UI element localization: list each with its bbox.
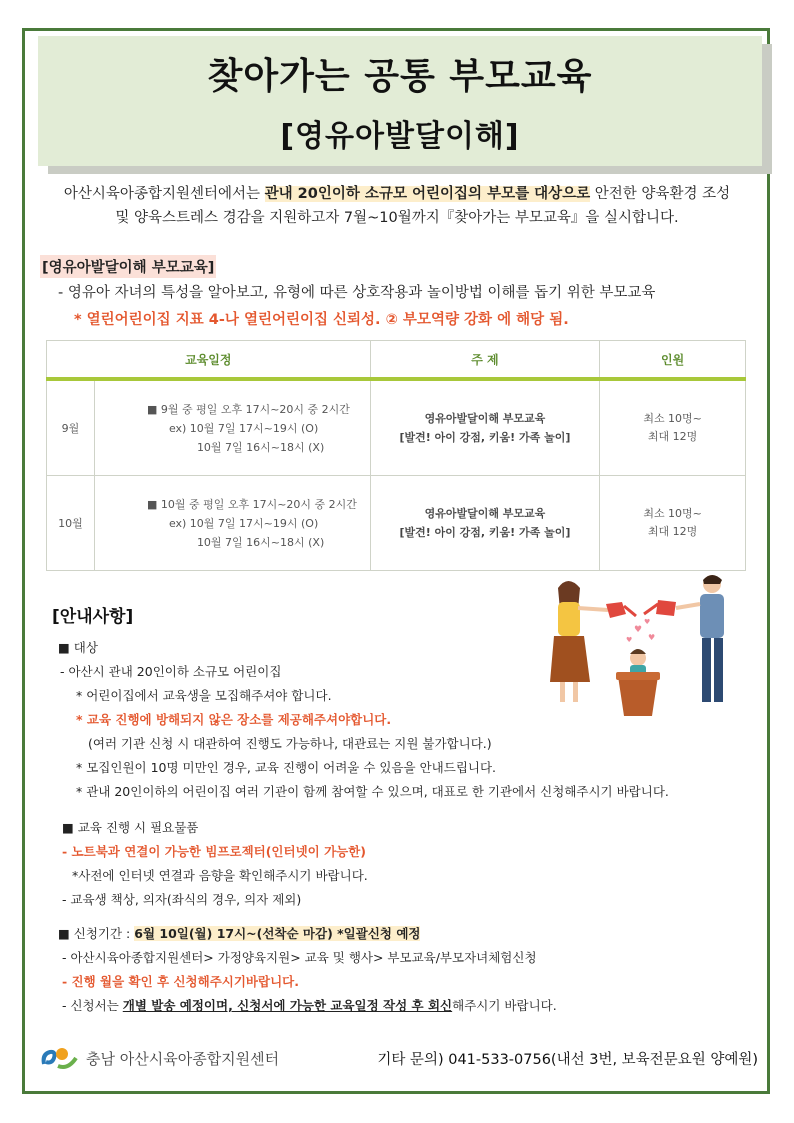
title-banner (38, 36, 762, 166)
org-logo-icon (40, 1044, 80, 1072)
page-title: 찾아가는 공통 부모교육 (207, 56, 593, 97)
schedule-line: ■ 9월 중 평일 오후 17시~20시 중 2시간 (146, 402, 350, 416)
theme-line: 영유아발달이해 부모교육 (424, 507, 546, 520)
target-line: * 관내 20인이하의 어린이집 여러 기관이 함께 참여할 수 있으며, 대표로 한 기관에서 신청해주시기 바랍니다. (76, 784, 669, 799)
table-row (47, 379, 746, 476)
schedule-cell (94, 379, 370, 476)
header-schedule: 교육일정 (47, 341, 371, 380)
intro-text (40, 182, 754, 230)
supplies-heading: ■ 교육 진행 시 필요물품 (62, 820, 199, 835)
apply-line: - 진행 월을 확인 후 신청해주시기바랍니다. (62, 974, 299, 989)
table-row (47, 476, 746, 571)
count-cell (600, 379, 746, 476)
header-theme: 주 제 (370, 341, 600, 380)
schedule-line: ex) 10월 7일 17시~19시 (O) (168, 516, 319, 530)
contact-info: 기타 문의) 041-533-0756(내선 3번, 보육전문요원 양예원) (377, 1052, 758, 1068)
target-line: - 아산시 관내 20인이하 소규모 어린이집 (60, 664, 282, 679)
intro-part2: 안전한 양육환경 조성 (590, 186, 731, 202)
intro-part1: 아산시육아종합지원센터에서는 (63, 186, 265, 202)
apply-line: - 아산시육아종합지원센터> 가정양육지원> 교육 및 행사> 부모교육/부모자녀체험신청 (62, 950, 537, 965)
intro-line2: 및 양육스트레스 경감을 지원하고자 7월~10월까지『찾아가는 부모교육』을 실시합니다. (115, 210, 679, 226)
supplies-line: *사전에 인터넷 연결과 음향을 확인해주시기 바랍니다. (72, 868, 368, 883)
apply-underlined: 개별 발송 예정이며, 신청서에 가능한 교육일정 작성 후 회신 (122, 998, 453, 1013)
svg-text:♥: ♥ (626, 636, 633, 644)
svg-text:♥: ♥ (634, 625, 643, 635)
theme-cell (370, 476, 600, 571)
svg-text:♥: ♥ (648, 633, 656, 642)
target-line: * 모집인원이 10명 미만인 경우, 교육 진행이 어려울 수 있음을 안내드립니다. (76, 760, 497, 775)
apply-line (62, 996, 557, 1014)
table-header-row (47, 341, 746, 380)
program-note: * 열린어린이집 지표 4-나 열린어린이집 신뢰성. ② 부모역량 강화 에 해당 됨. (74, 312, 569, 328)
svg-text:♥: ♥ (644, 618, 651, 626)
org-logo (40, 1044, 279, 1072)
apply-heading: ■ 신청기간 : (58, 926, 135, 941)
target-line: * 어린이집에서 교육생을 모집해주셔야 합니다. (76, 688, 332, 703)
apply-period: 6월 10일(월) 17시~(선착순 마감) *일괄신청 예정 (134, 926, 421, 941)
supplies-line: - 노트북과 연결이 가능한 빔프로젝터(인터넷이 가능한) (62, 844, 367, 859)
schedule-line: ex) 10월 7일 17시~19시 (O) (168, 421, 319, 435)
schedule-cell (94, 476, 370, 571)
org-name: 충남 아산시육아종합지원센터 (86, 1049, 280, 1068)
schedule-table (46, 340, 746, 571)
theme-line: [발견! 아이 강점, 키움! 가족 놀이] (399, 431, 571, 444)
page-subtitle: [영유아발달이해] (280, 119, 520, 154)
guide-title: [안내사항] (52, 607, 134, 627)
schedule-line: 10월 7일 16시~18시 (X) (196, 440, 325, 454)
month-cell: 10월 (47, 476, 95, 571)
header-count: 인원 (600, 341, 746, 380)
count-cell (600, 476, 746, 571)
parents-watering-child-illustration (530, 570, 750, 720)
target-line: * 교육 진행에 방해되지 않은 장소를 제공해주셔야합니다. (76, 712, 392, 727)
theme-line: 영유아발달이해 부모교육 (424, 412, 546, 425)
schedule-line: ■ 10월 중 평일 오후 17시~20시 중 2시간 (146, 497, 357, 511)
month-cell: 9월 (47, 379, 95, 476)
apply-line (58, 924, 420, 942)
apply-text: 해주시기 바랍니다. (452, 998, 557, 1013)
program-heading: [영유아발달이해 부모교육] (40, 255, 216, 278)
target-heading: ■ 대상 (58, 640, 98, 655)
theme-cell (370, 379, 600, 476)
count-line: 최대 12명 (647, 430, 698, 443)
theme-line: [발견! 아이 강점, 키움! 가족 놀이] (399, 526, 571, 539)
schedule-line: 10월 7일 16시~18시 (X) (196, 535, 325, 549)
intro-highlight: 관내 20인이하 소규모 어린이집의 부모를 대상으로 (264, 186, 591, 202)
count-line: 최소 10명~ (643, 412, 702, 425)
count-line: 최소 10명~ (643, 507, 702, 520)
apply-text: - 신청서는 (62, 998, 123, 1013)
supplies-line: - 교육생 책상, 의자(좌식의 경우, 의자 제외) (62, 892, 302, 907)
program-description: - 영유아 자녀의 특성을 알아보고, 유형에 따른 상호작용과 놀이방법 이해를 돕기 위한 부모교육 (58, 285, 656, 301)
count-line: 최대 12명 (647, 525, 698, 538)
target-line: (여러 기관 신청 시 대관하여 진행도 가능하나, 대관료는 지원 불가합니다.) (88, 736, 492, 751)
